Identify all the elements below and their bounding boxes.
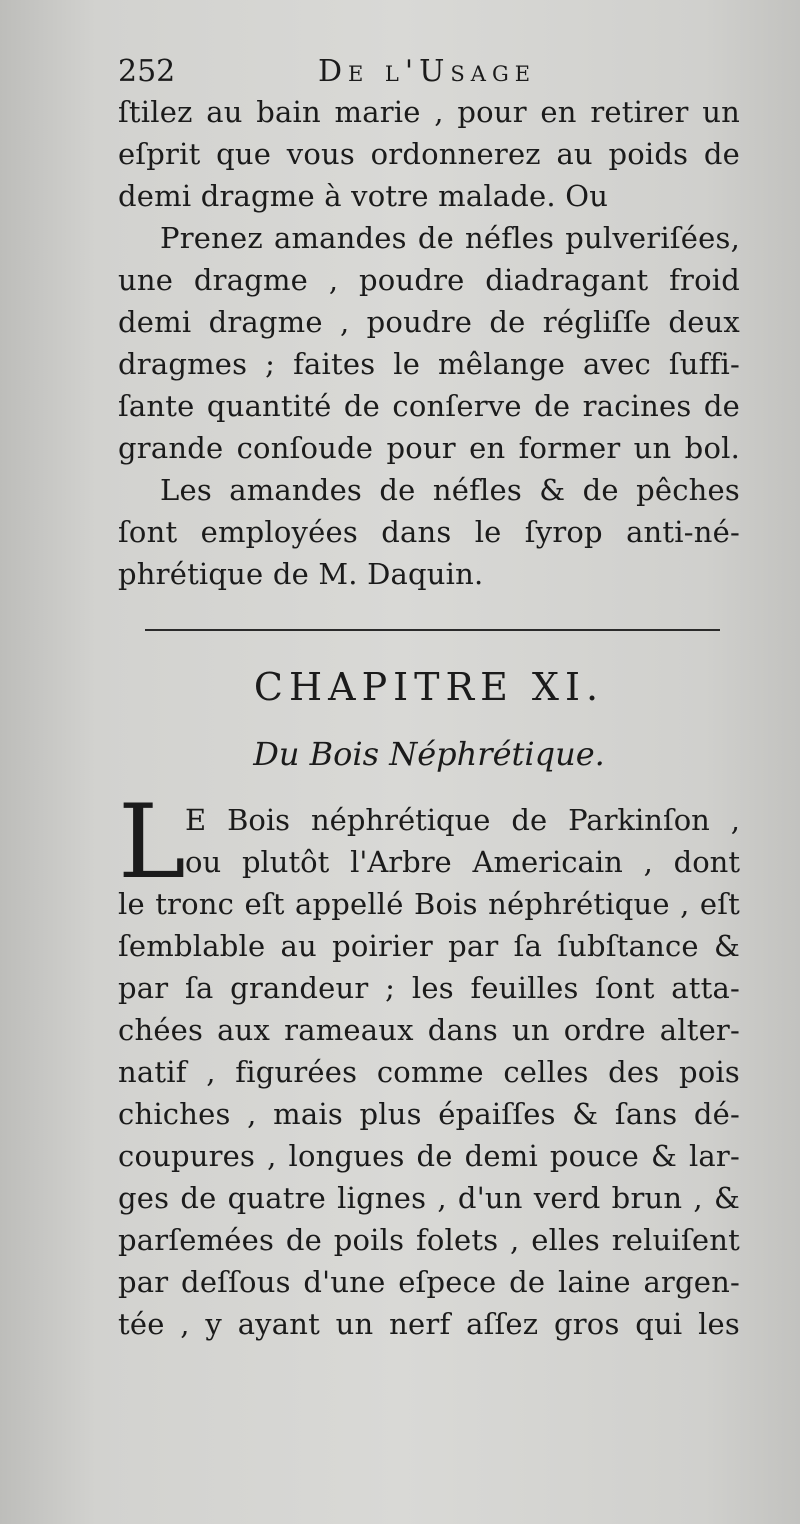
text-line: grande conſoude pour en former un bol.: [118, 431, 740, 465]
text-line: demi dragme à votre malade. Ou: [118, 179, 609, 213]
chapter-title: Du Bois Néphrétique.: [253, 735, 605, 773]
page-header: [118, 50, 678, 94]
text-line: eſprit que vous ordonnerez au poids de: [118, 137, 740, 171]
text-line: par deſſous d'une eſpece de laine argen-: [118, 1265, 740, 1299]
text-line: tée , y ayant un nerf aſſez gros qui les: [118, 1307, 740, 1341]
text-line: ſont employées dans le ſyrop anti-né-: [118, 515, 740, 549]
drop-cap: L: [118, 783, 186, 902]
text-line: coupures , longues de demi pouce & lar-: [118, 1139, 740, 1173]
text-line: ſante quantité de conſerve de racines de: [118, 389, 740, 423]
text-line: dragmes ; faites le mêlange avec ſuffi-: [118, 347, 740, 381]
text-line: Les amandes de néfles & de pêches: [160, 473, 740, 507]
page-number: 252: [118, 54, 176, 89]
text-line: ou plutôt l'Arbre Americain , dont: [185, 845, 740, 879]
running-title: De l'Usage: [318, 54, 537, 89]
section-divider: [145, 629, 720, 631]
text-line: natif , figurées comme celles des pois: [118, 1055, 740, 1089]
text-line: par ſa grandeur ; les feuilles ſont atta-: [118, 971, 740, 1005]
text-line: ſemblable au poirier par ſa ſubſtance &: [118, 929, 740, 963]
text-line: chées aux rameaux dans un ordre alter-: [118, 1013, 740, 1047]
text-line: phrétique de M. Daquin.: [118, 557, 484, 591]
text-line: ſtilez au bain marie , pour en retirer un: [118, 95, 740, 129]
text-line: le tronc eſt appellé Bois néphrétique , eſt: [118, 887, 740, 921]
text-line: Prenez amandes de néfles pulveriſées,: [160, 221, 740, 255]
text-line: parſemées de poils folets , elles reluiſent: [118, 1223, 740, 1257]
chapter-heading: CHAPITRE XI.: [253, 665, 605, 709]
text-line: chiches , mais plus épaiſſes & ſans dé-: [118, 1097, 740, 1131]
text-line: ges de quatre lignes , d'un verd brun , &: [118, 1181, 740, 1215]
text-line: une dragme , poudre diadragant froid: [118, 263, 740, 297]
text-line: demi dragme , poudre de régliſſe deux: [118, 305, 740, 339]
text-line: E Bois néphrétique de Parkinſon ,: [185, 803, 740, 837]
